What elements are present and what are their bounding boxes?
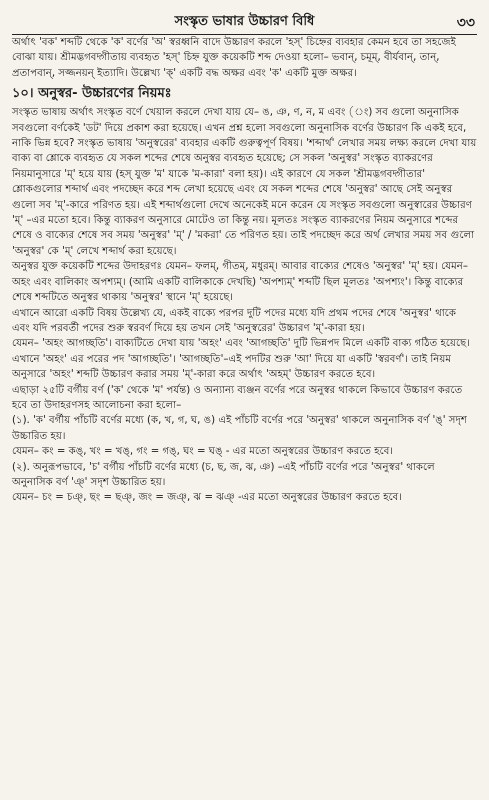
- page-number: ৩৩: [456, 15, 475, 31]
- page-header: [12, 8, 477, 35]
- running-title: সংস্কৃত ভাষার উচ্চারণ বিধি: [174, 14, 315, 29]
- paragraph-6: এছাড়া ২৫টি বর্গীয় বর্ণ ('ক' থেকে 'ম' পর্যন্ত) ও অন্যান্য ব্যঞ্জন বর্ণের পরে অনুস্বর থাকলে কিভাবে উচ্চারণ করতে হবে তা উদাহরণসহ আলোচনা করা হলো–: [12, 384, 463, 411]
- paragraph-9: (২). অনুরূপভাবে, 'চ' বর্গীয় পাঁচটি বর্ণের মধ্যে (চ, ছ, জ, ঝ, ঞ) –এই পাঁচটি বর্ণের পরে 'অনুস্বর' থাকলে অনুনাসিক বর্ণ 'ঞ্' সদৃশ উচ্চারিত হয়।: [12, 461, 435, 488]
- paragraph-5: যেমন– 'অহং আগচ্ছতি'। বাক্যটিতে দেখা যায় 'অহং' এবং 'আগচ্ছতি' দুটি ভিন্নপদ মিলে একটি বাক্য গঠিত হয়েছে। এখানে 'অহং' এর পরের পদ 'আগচ্ছতি'। 'আগচ্ছতি'–এই পদটির শুরু 'আ' দিয়ে যা একটি 'স্বরবর্ণ'। তাই নিয়ম অনুসারে 'অহং' শব্দটি উচ্চারণ করার সময় 'ম্'-কারা করে অর্থাৎ 'অহম্' উচ্চারণ করতে হবে।: [12, 338, 470, 381]
- paragraph-1: অর্থাৎ 'বক' শব্দটি থেকে 'ক' বর্ণের 'অ' স্বরধ্বনি বাদে উচ্চারণ করলে 'হস্' চিহ্নের ব্যবহার কেমন হবে তা সহজেই বোঝা যায়। শ্রীমদ্ভগবদ্গীতায় ব্যবহৃত 'হস্' চিহ্ন যুক্ত কয়েকটি শব্দ দেওয়া হলো– ভবান্, চমূম্, বীর্যবান্, তান্, প্রতাপবান্, সজ্জনয়ন্ ইত্যাদি। উল্লেখ্য 'ক্' একটি বদ্ধ অক্ষর এবং 'ক' একটি মুক্ত অক্ষর।: [12, 37, 456, 79]
- paragraph-3: অনুস্বর যুক্ত কয়েকটি শব্দের উদাহরণঃ যেমন– ফলম্, গীতম্, মধুরম্। আবার বাক্যের শেষেও 'অনুস্বর' 'ম্' হয়। যেমন– অহং এবং বালিকাং অপশ্যম্। (আমি একটি বালিকাকে দেখছি) 'অপশ্যম্' শব্দটি ছিল মূলতঃ 'অপশ্যং'। কিন্তু বাক্যের শেষে শব্দটিতে অনুস্বর থাকায় 'অনুস্বর' স্থানে 'ম্' হয়েছে।: [12, 261, 468, 304]
- page-body: [12, 35, 477, 506]
- paragraph-4: এখানে আরো একটি বিষয় উল্লেখ্য যে, একই বাক্যে পরপর দুটি পদের মধ্যে যদি প্রথম পদের শেষে 'অনুস্বর' থাকে এবং যদি পরবর্তী পদের শুরু স্বরবর্ণ দিয়ে হয় তখন সেই 'অনুস্বরের' উচ্চারণ 'ম্'-কারা হয়।: [12, 307, 456, 334]
- paragraph-2: সংস্কৃত ভাষায় অর্থাৎ সংস্কৃত বর্ণে খেয়াল করলে দেখা যায় যে– ঙ, ঞ, ণ, ন, ম এবং (ং) সব গুলো অনুনাসিক সবগুলো বর্ণকেই 'ডট' দিয়ে প্রকাশ করা হয়েছে। এখন প্রশ্ন হলো সবগুলো অনুনাসিক বর্ণের উচ্চারণ কি একই হবে, নাকি ভিন্ন হবে? সংস্কৃত ভাষায় 'অনুস্বরের' ব্যবহার একটি গুরুত্বপূর্ণ বিষয়। 'শব্দার্থ' লেখার সময় লক্ষ্য করলে দেখা যায় বাক্য বা শ্লোকে ব্যবহৃত যে সকল শব্দের শেষে অনুস্বর ব্যবহৃত হয়েছে; সে সকল 'অনুস্বর' সংস্কৃত ব্যাকরণের নিয়মানুসারে 'ম্' হয়ে যায় (হস্ যুক্ত 'ম' যাকে 'ম-কারা' বলা হয়)। এই কারণে যে সকল 'শ্রীমদ্ভগবদ্গীতার' শ্লোকগুলোর শব্দার্থ এবং পদচ্ছেদ করে শব্দ লেখা হয়েছে এবং যে সকল শব্দের শেষে 'অনুস্বর' আছে সেই অনুস্বর গুলো সব 'ম্'-কারে পরিণত হয়। এই শব্দার্থগুলো দেখে অনেকেই মনে করেন যে সংস্কৃত সবগুলো অনুস্বারের উচ্চারণ 'ম্' –এর মতো হবে। কিন্তু ব্যাকরণ অনুসারে মোটেও তা কিন্তু নয়। মূলতঃ সংস্কৃত ব্যাকরণের নিয়ম অনুসারে শব্দের শেষে ও বাক্যের শেষে সব সময় 'অনুস্বর' 'ম্' / 'মকরা' তে পরিণত হয়। তাই পদচ্ছেদ করে অর্থ লেখার সময় সব গুলো 'অনুস্বর' কে 'ম্' লেখে শব্দার্থ করা হয়েছে।: [12, 107, 477, 257]
- paragraph-8: যেমন– কং = কঙ্, খং = খঙ্, গং = গঙ্, ঘং = ঘঙ্ - এর মতো অনুস্বরের উচ্চারণ করতে হবে।: [12, 446, 394, 458]
- section-heading: ১০। অনুস্বর- উচ্চারণের নিয়মঃ: [12, 86, 172, 102]
- paragraph-7: (১). 'ক' বর্গীয় পাঁচটি বর্ণের মধ্যে (ক, খ, গ, ঘ, ঙ) এই পাঁচটি বর্ণের পরে 'অনুস্বর' থাকলে অনুনাসিক বর্ণ 'ঙ্' সদৃশ উচ্চারিত হয়।: [12, 415, 467, 442]
- paragraph-10: যেমন– চং = চঞ্, ছং = ছঞ্, জং = জঞ্, ঝ = ঝঞ্ -এর মতো অনুস্বরের উচ্চারণ করতে হবে।: [12, 492, 402, 504]
